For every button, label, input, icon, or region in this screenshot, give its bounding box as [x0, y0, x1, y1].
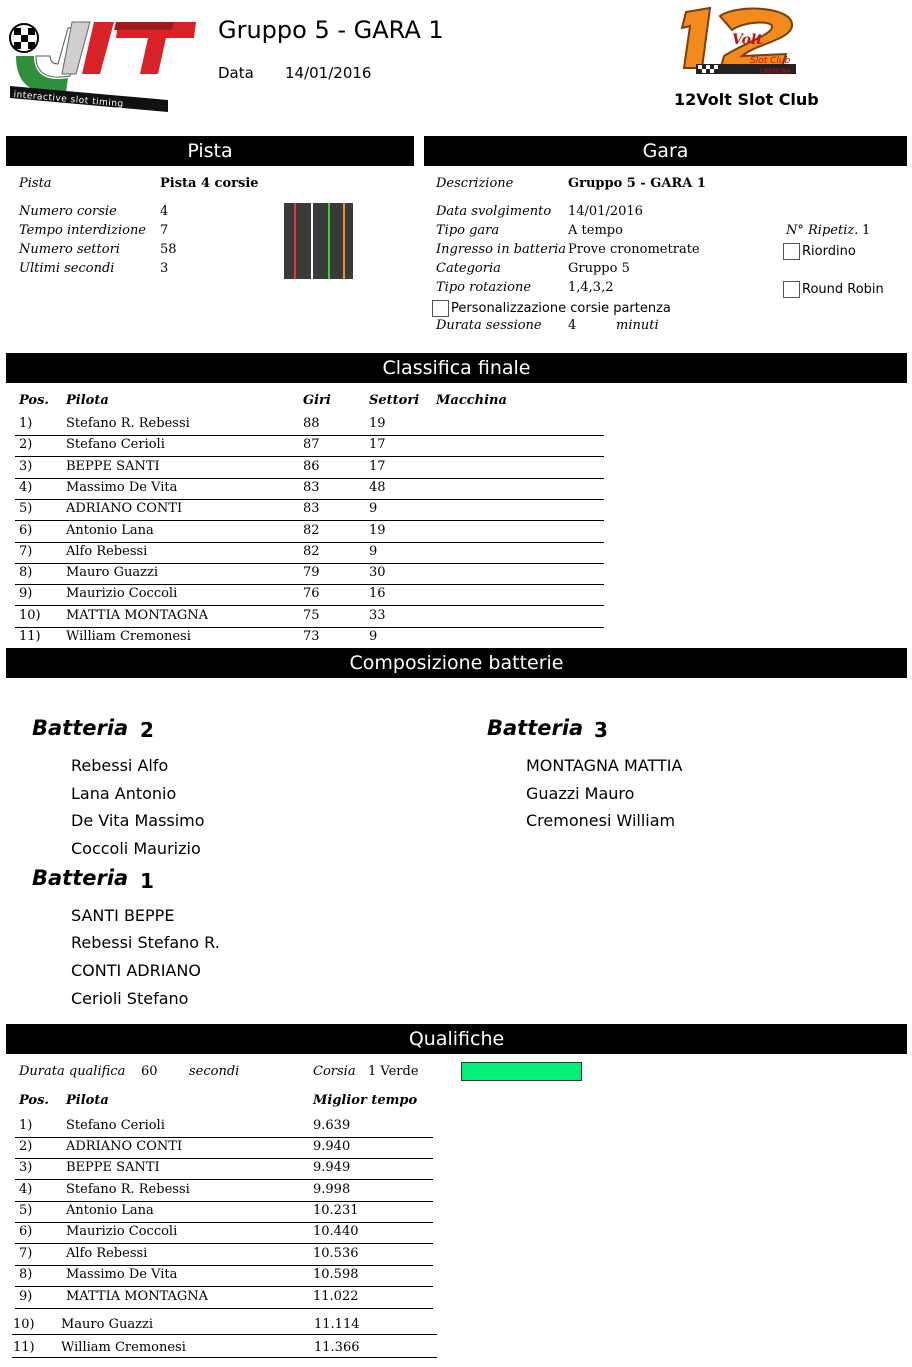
gara-desc-label: Descrizione: [436, 176, 514, 191]
batteria-title: Batteria: [32, 716, 129, 740]
cell-pilota: Alfo Rebessi: [66, 1246, 148, 1261]
date-label: Data: [218, 64, 254, 82]
cell-pos: 11): [19, 629, 41, 644]
gara-field-label: Data svolgimento: [436, 204, 552, 219]
pista-field-value: 3: [160, 261, 169, 276]
table-row: [15, 1137, 433, 1159]
cell-pilota: Mauro Guazzi: [61, 1317, 153, 1332]
batterie-section-bar: Composizione batterie: [6, 648, 907, 678]
classifica-header-settori: Settori: [369, 393, 420, 408]
cell-pos: 4): [19, 479, 33, 495]
table-row: [12, 1336, 437, 1358]
table-row: [15, 542, 604, 564]
cell-settori: 19: [369, 522, 386, 538]
batteria-driver: MONTAGNA MATTIA: [526, 756, 683, 775]
pista-name-value: Pista 4 corsie: [160, 176, 259, 191]
12volt-logo-word: Volt: [732, 32, 763, 48]
batteria-number: 2: [140, 718, 154, 742]
cell-pilota: MATTIA MONTAGNA: [66, 1289, 209, 1304]
table-row: [15, 499, 604, 521]
table-row: [15, 606, 604, 628]
table-row: [15, 1201, 433, 1223]
batteria-driver: Guazzi Mauro: [526, 784, 635, 803]
classifica-header-giri: Giri: [303, 393, 331, 408]
cell-pilota: Maurizio Coccoli: [66, 1224, 178, 1239]
cell-settori: 17: [369, 458, 386, 474]
table-row: [15, 563, 604, 585]
cell-tempo: 11.366: [314, 1340, 360, 1355]
table-row: [15, 584, 604, 606]
cell-pilota: Stefano R. Rebessi: [66, 416, 190, 431]
cell-pos: 1): [19, 1118, 33, 1133]
pista-field-label: Tempo interdizione: [19, 223, 147, 238]
cell-settori: 19: [369, 416, 386, 431]
cell-pilota: William Cremonesi: [61, 1340, 186, 1355]
cell-pos: 10): [19, 607, 41, 623]
cell-tempo: 9.639: [313, 1118, 351, 1133]
cell-pos: 8): [19, 1267, 33, 1282]
table-row: [15, 1116, 433, 1138]
ripetiz-value: 1: [862, 223, 871, 238]
track-lanes-graphic: [284, 203, 353, 279]
cell-pos: 4): [19, 1182, 33, 1197]
classifica-header-pilota: Pilota: [66, 393, 109, 408]
round-robin-checkbox[interactable]: [783, 281, 800, 298]
table-row: [15, 414, 604, 436]
cell-tempo: 9.949: [313, 1160, 351, 1175]
gara-desc-value: Gruppo 5 - GARA 1: [568, 176, 706, 191]
cell-tempo: 10.598: [313, 1267, 359, 1282]
cell-settori: 30: [369, 565, 386, 581]
corsia-label: Corsia: [313, 1064, 356, 1079]
table-row: [15, 1244, 433, 1266]
cell-pilota: Antonio Lana: [66, 522, 154, 538]
lane-line: [294, 203, 296, 279]
cell-pilota: Alfo Rebessi: [66, 543, 148, 559]
cell-settori: 48: [369, 479, 386, 495]
table-row: [15, 1287, 433, 1309]
table-row: [15, 457, 604, 479]
cell-giri: 87: [303, 437, 320, 453]
classifica-section-bar: Classifica finale: [6, 353, 907, 383]
batteria-driver: De Vita Massimo: [71, 811, 205, 830]
cell-pos: 1): [19, 416, 33, 431]
table-row: [15, 521, 604, 543]
batteria-driver: Cerioli Stefano: [71, 989, 189, 1008]
durata-qualifica-label: Durata qualifica: [19, 1064, 126, 1079]
cell-tempo: 10.231: [313, 1203, 359, 1218]
cell-giri: 86: [303, 458, 320, 474]
batteria-title: Batteria: [32, 866, 129, 890]
cell-pos: 10): [13, 1317, 35, 1332]
cell-pilota: Stefano R. Rebessi: [66, 1182, 190, 1197]
qualifiche-section-bar: Qualifiche: [6, 1024, 907, 1054]
cell-pos: 7): [19, 1246, 33, 1261]
cell-giri: 75: [303, 607, 320, 623]
cell-giri: 76: [303, 586, 320, 602]
cell-pos: 6): [19, 1224, 33, 1239]
cell-tempo: 10.536: [313, 1246, 359, 1261]
gara-field-label: Ingresso in batteria: [436, 242, 567, 257]
pista-section-bar: Pista: [6, 136, 414, 166]
table-row: [15, 1158, 433, 1180]
batteria-driver: CONTI ADRIANO: [71, 961, 201, 980]
cell-giri: 82: [303, 543, 320, 559]
pista-field-label: Ultimi secondi: [19, 261, 115, 276]
cell-tempo: 11.114: [314, 1317, 360, 1332]
cell-pos: 3): [19, 458, 33, 474]
cell-pilota: Stefano Cerioli: [66, 437, 165, 453]
pista-field-value: 58: [160, 242, 177, 257]
riordino-checkbox[interactable]: [783, 243, 800, 260]
cell-pilota: Stefano Cerioli: [66, 1118, 165, 1133]
cell-giri: 83: [303, 501, 320, 517]
gara-section-bar: Gara: [424, 136, 907, 166]
pista-name-label: Pista: [19, 176, 52, 191]
gara-field-label: Tipo gara: [436, 223, 500, 238]
cell-giri: 83: [303, 479, 320, 495]
batteria-driver: Coccoli Maurizio: [71, 839, 201, 858]
cell-pilota: Maurizio Coccoli: [66, 586, 178, 602]
batteria-driver: Cremonesi William: [526, 811, 676, 830]
cell-pos: 7): [19, 543, 33, 559]
ist-logo: [6, 8, 202, 112]
gara-field-label: Categoria: [436, 261, 501, 276]
batteria-driver: SANTI BEPPE: [71, 906, 175, 925]
cell-pos: 9): [19, 586, 33, 602]
table-row: [12, 1313, 437, 1335]
gara-field-value: Gruppo 5: [568, 261, 630, 276]
table-row: [15, 478, 604, 500]
12volt-logo: [676, 6, 804, 80]
cell-pos: 8): [19, 565, 33, 581]
personalizzazione-checkbox[interactable]: [432, 300, 449, 317]
page-title: Gruppo 5 - GARA 1: [218, 16, 444, 44]
durata-qualifica-unit: secondi: [189, 1064, 240, 1079]
qualifiche-header-pos: Pos.: [19, 1093, 49, 1108]
durata-sessione-unit: minuti: [616, 318, 659, 333]
batteria-number: 1: [140, 869, 154, 893]
cell-pilota: BEPPE SANTI: [66, 1160, 160, 1175]
cell-pilota: Mauro Guazzi: [66, 565, 158, 581]
qualifiche-header-pilota: Pilota: [66, 1093, 109, 1108]
cell-settori: 33: [369, 607, 386, 623]
cell-pos: 5): [19, 1203, 33, 1218]
batteria-driver: Rebessi Alfo: [71, 756, 169, 775]
cell-giri: 82: [303, 522, 320, 538]
pista-field-label: Numero settori: [19, 242, 120, 257]
cell-settori: 9: [369, 501, 378, 517]
batteria-driver: Rebessi Stefano R.: [71, 933, 220, 952]
gara-field-value: Prove cronometrate: [568, 242, 700, 257]
lane-line: [311, 203, 313, 279]
cell-pos: 9): [19, 1289, 33, 1304]
cell-settori: 9: [369, 629, 378, 644]
lane-line: [328, 203, 330, 279]
cell-tempo: 11.022: [313, 1289, 359, 1304]
batteria-driver: Lana Antonio: [71, 784, 177, 803]
cell-pos: 6): [19, 522, 33, 538]
cell-pilota: Massimo De Vita: [66, 479, 178, 495]
cell-settori: 9: [369, 543, 378, 559]
cell-tempo: 10.440: [313, 1224, 359, 1239]
cell-pos: 2): [19, 437, 33, 453]
cell-pos: 2): [19, 1139, 33, 1154]
cell-pilota: ADRIANO CONTI: [66, 501, 183, 517]
durata-qualifica-value: 60: [141, 1064, 158, 1079]
table-row: [15, 1265, 433, 1287]
ist-logo-text: interactive slot timing: [13, 90, 125, 110]
cell-giri: 73: [303, 629, 320, 644]
cell-settori: 17: [369, 437, 386, 453]
durata-sessione-value: 4: [568, 318, 577, 333]
gara-field-value: 14/01/2016: [568, 204, 643, 219]
pista-field-label: Numero corsie: [19, 204, 117, 219]
pista-field-value: 4: [160, 204, 169, 219]
cell-tempo: 9.940: [313, 1139, 351, 1154]
cell-pos: 3): [19, 1160, 33, 1175]
cell-settori: 16: [369, 586, 386, 602]
table-row: [15, 1222, 433, 1244]
table-row: [15, 435, 604, 457]
classifica-header-macchina: Macchina: [436, 393, 507, 408]
gara-field-label: Tipo rotazione: [436, 280, 532, 295]
cell-tempo: 9.998: [313, 1182, 351, 1197]
gara-field-value: A tempo: [568, 223, 623, 238]
date-value: 14/01/2016: [285, 64, 372, 82]
cell-pilota: Massimo De Vita: [66, 1267, 178, 1282]
pista-field-value: 7: [160, 223, 169, 238]
cell-pos: 5): [19, 501, 33, 517]
cell-pilota: Antonio Lana: [66, 1203, 154, 1218]
corsia-value: 1 Verde: [368, 1064, 419, 1079]
cell-pilota: MATTIA MONTAGNA: [66, 607, 209, 623]
batteria-title: Batteria: [487, 716, 584, 740]
cell-pilota: ADRIANO CONTI: [66, 1139, 183, 1154]
club-name: 12Volt Slot Club: [674, 90, 819, 109]
classifica-header-pos: Pos.: [19, 393, 49, 408]
gara-field-value: 1,4,3,2: [568, 280, 614, 295]
12volt-logo-sub: Slot Club: [750, 56, 791, 66]
durata-sessione-label: Durata sessione: [436, 318, 542, 333]
cell-giri: 88: [303, 416, 320, 431]
qualifiche-header-tempo: Miglior tempo: [313, 1093, 418, 1108]
corsia-color-swatch: [461, 1062, 582, 1081]
lane-line: [343, 203, 345, 279]
cell-pilota: William Cremonesi: [66, 629, 191, 644]
cell-giri: 79: [303, 565, 320, 581]
12volt-logo-city: CREMONA: [760, 68, 791, 75]
personalizzazione-label: Personalizzazione corsie partenza: [451, 301, 671, 316]
riordino-label: Riordino: [802, 244, 856, 259]
cell-pos: 11): [13, 1340, 35, 1355]
round-robin-label: Round Robin: [802, 282, 884, 297]
batteria-number: 3: [594, 718, 608, 742]
table-row: [15, 627, 604, 649]
ripetiz-label: N° Ripetiz.: [786, 223, 859, 238]
cell-pilota: BEPPE SANTI: [66, 458, 160, 474]
table-row: [15, 1180, 433, 1202]
